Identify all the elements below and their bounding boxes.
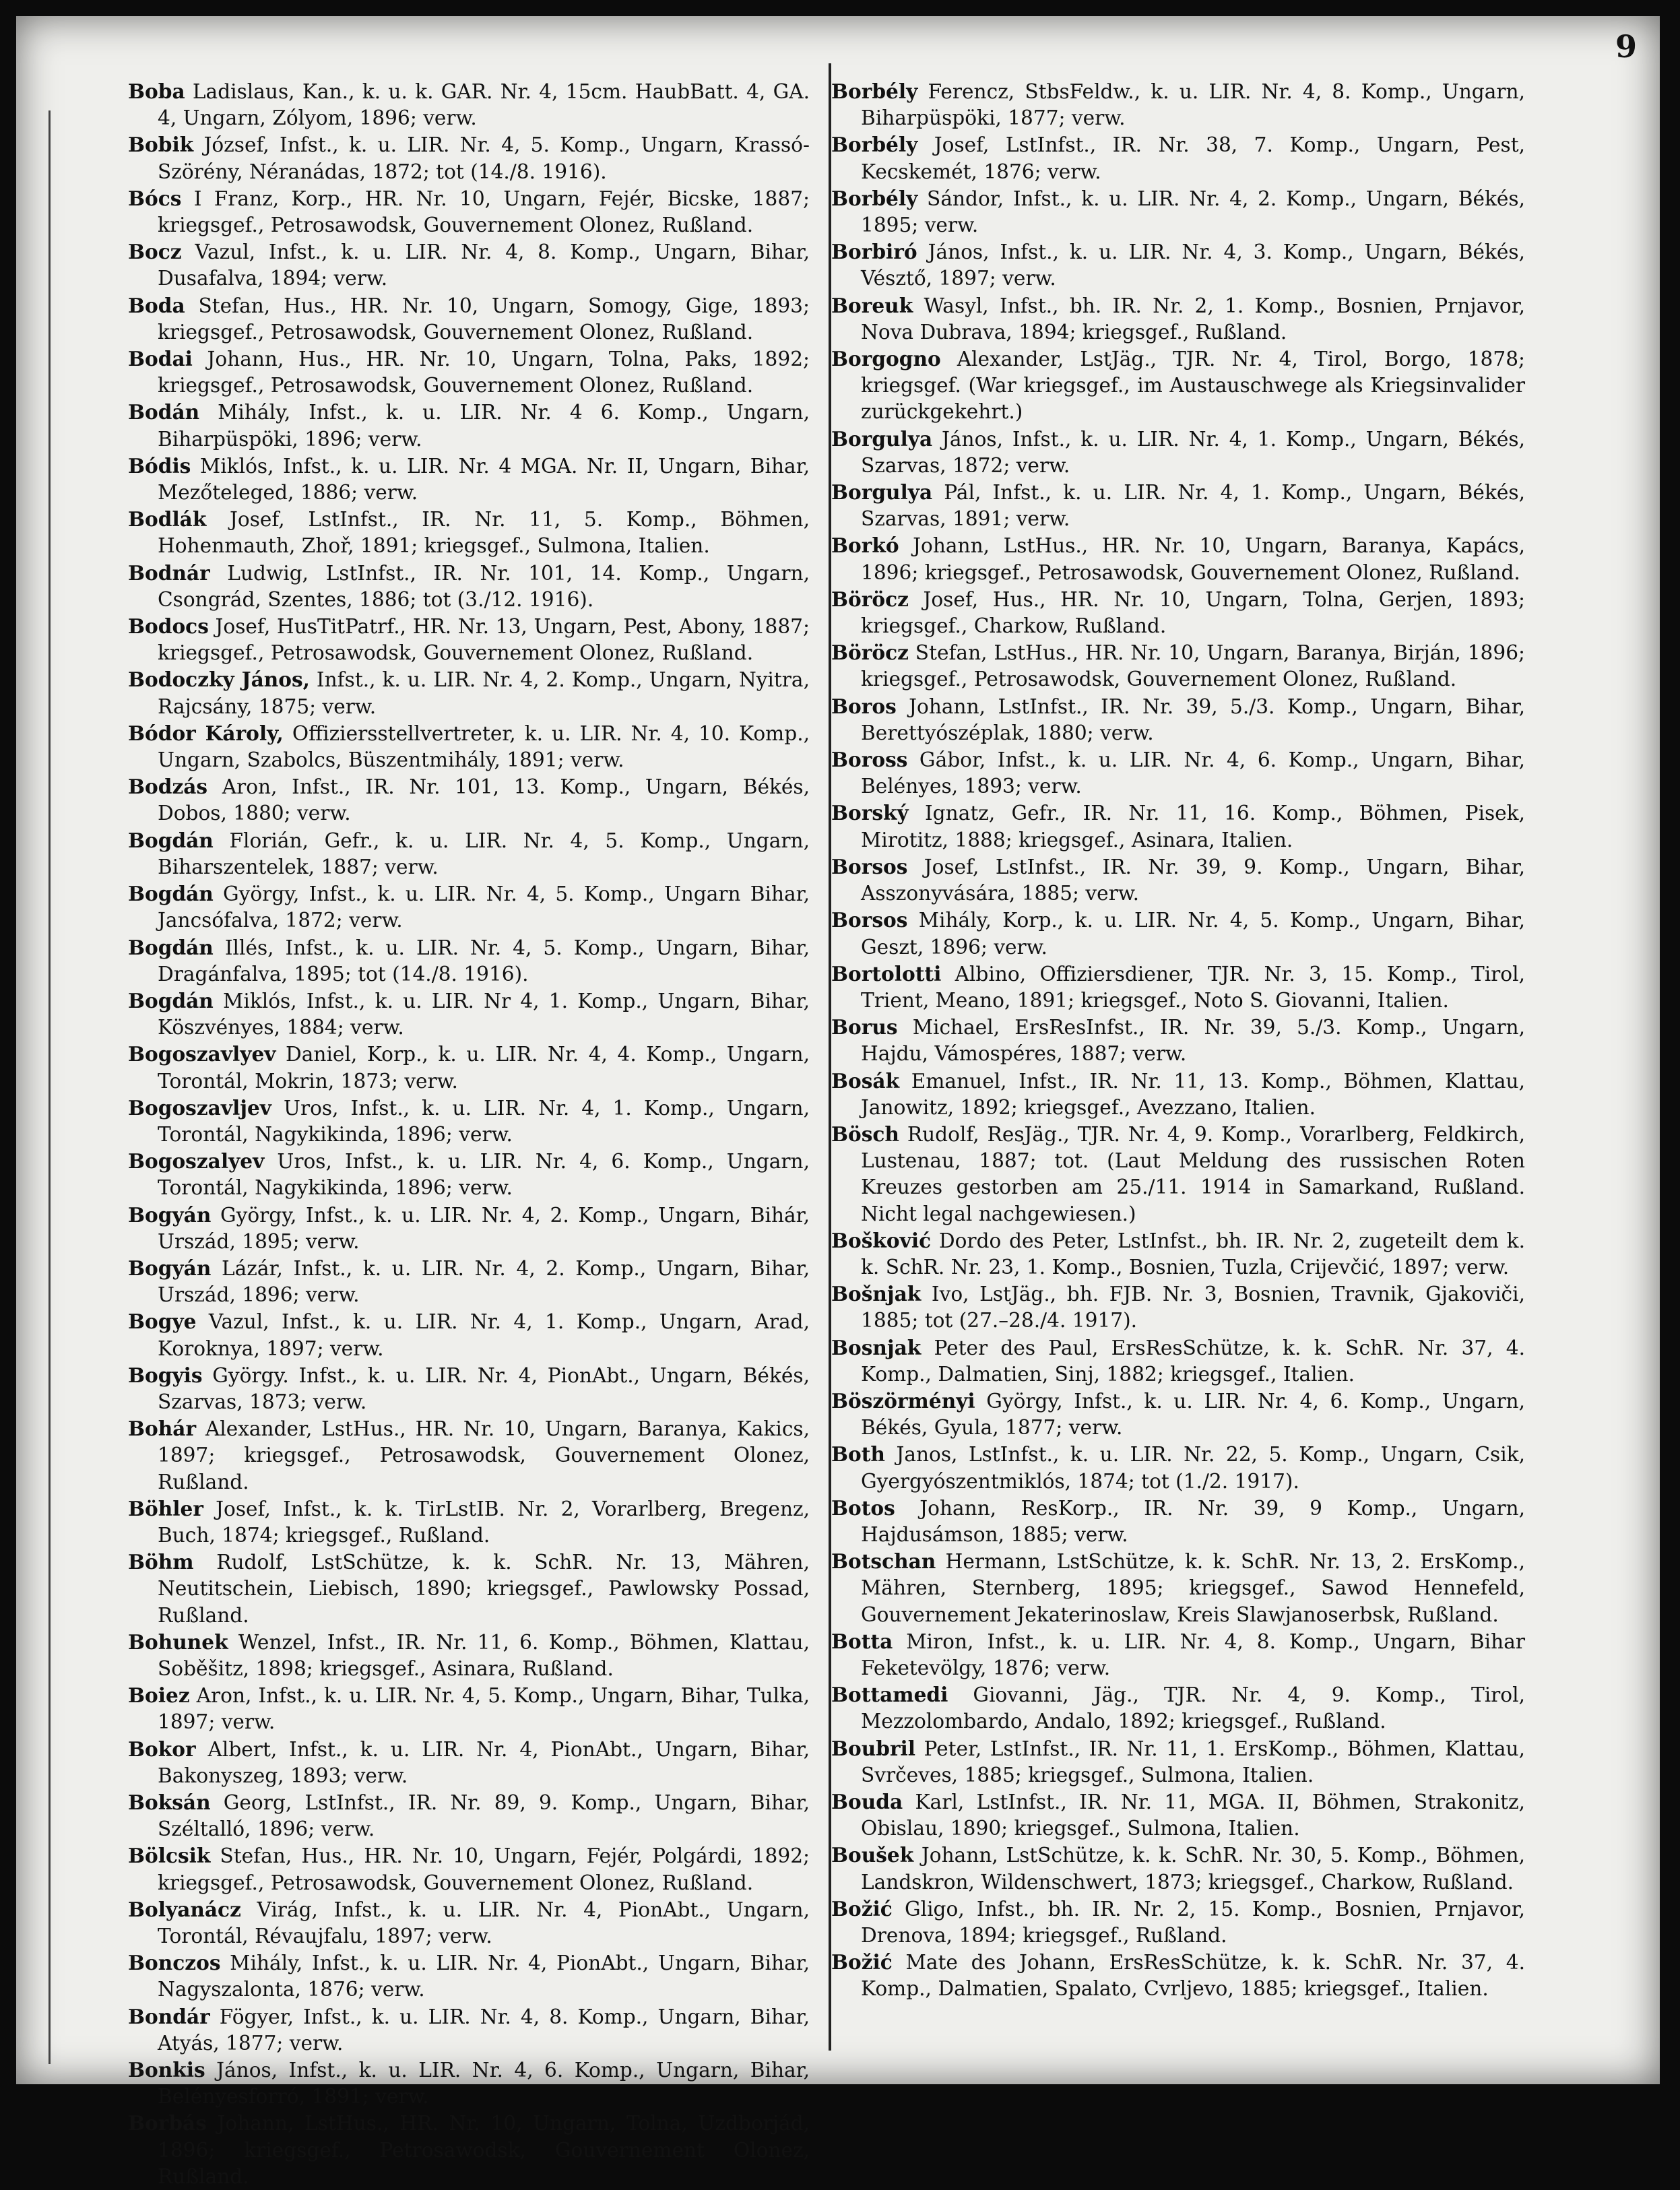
entry-details: Johann, LstHus., HR. Nr. 10, Ungarn, Baranya, Kapács, 1896; kriegsgef., Petrosawodsk, Gouvernement Olonez, Rußland. <box>861 534 1525 584</box>
entry-surname: Both <box>831 1442 885 1467</box>
register-entry <box>831 1388 1525 1441</box>
entry-details: Janos, LstInfst., k. u. LIR. Nr. 22, 5. Komp., Ungarn, Csik, Gyergyószentmiklós, 1874; tot (1./2. 1917). <box>861 1443 1525 1493</box>
entry-details: Dordo des Peter, LstInfst., bh. IR. Nr. 2, zugeteilt dem k. k. SchR. Nr. 23, 1. Komp., Bosnien, Tuzla, Crijevčić, 1897; verw. <box>861 1229 1525 1279</box>
entry-surname: Botschan <box>831 1549 936 1574</box>
entry-details: Wasyl, Infst., bh. IR. Nr. 2, 1. Komp., Bosnien, Prnjavor, Nova Dubrava, 1894; kriegsgef., Rußland. <box>861 294 1525 344</box>
register-entry <box>128 934 810 988</box>
entry-surname: Borbás <box>128 2111 207 2135</box>
entry-details: Josef, LstInfst., IR. Nr. 38, 7. Komp., Ungarn, Pest, Kecskemét, 1876; verw. <box>861 133 1525 183</box>
entry-surname: Bogoszavlyev <box>128 1042 276 1066</box>
register-entry <box>128 1308 810 1361</box>
register-entry <box>831 1681 1525 1735</box>
entry-details: Johann, Hus., HR. Nr. 10, Ungarn, Tolna, Paks, 1892; kriegsgef., Petrosawodsk, Gouvernement Olonez, Rußland. <box>158 348 810 397</box>
register-entry <box>128 1495 810 1549</box>
entry-surname: Bošković <box>831 1228 932 1252</box>
entry-details: Johann, LstHus., HR. Nr. 10, Ungarn, Tolna, Uzdborjád, 1896; kriegsgef., Petrosawodsk, Gouvernement Olonez, Rußland. <box>158 2112 810 2188</box>
entry-details: Lázár, Infst., k. u. LIR. Nr. 4, 2. Komp., Ungarn, Bihar, Urszád, 1896; verw. <box>158 1256 810 1307</box>
entry-surname: Bócs <box>128 186 182 210</box>
entry-details: Hermann, LstSchütze, k. k. SchR. Nr. 13, 2. ErsKomp., Mähren, Sternberg, 1895; kriegsgef., Sawod Hennefeld, Gouvernement Jekaterinoslaw, Kreis Slawjanoserbsk, Rußland. <box>861 1550 1525 1626</box>
entry-surname: Bódis <box>128 453 191 478</box>
entry-details: Infst., k. u. LIR. Nr. 4, 2. Komp., Ungarn, Nyitra, Rajcsány, 1875; verw. <box>158 668 810 718</box>
entry-surname: Bogyán <box>128 1256 212 1280</box>
register-entry <box>831 693 1525 746</box>
entry-surname: Bogdán <box>128 935 214 959</box>
entry-surname: Bosnjak <box>831 1335 922 1359</box>
entry-details: Georg, LstInfst., IR. Nr. 89, 9. Komp., Ungarn, Bihar, Széltalló, 1896; verw. <box>158 1791 810 1841</box>
entry-surname: Bolyanácz <box>128 1897 241 1921</box>
register-entry <box>831 532 1525 585</box>
register-entry <box>831 479 1525 532</box>
entry-details: Ferencz, StbsFeldw., k. u. LIR. Nr. 4, 8. Komp., Ungarn, Biharpüspöki, 1877; verw. <box>861 80 1525 130</box>
register-entry <box>128 292 810 346</box>
entry-surname: Borbély <box>831 186 918 210</box>
register-entry <box>831 1495 1525 1548</box>
register-entry <box>831 1949 1525 2002</box>
register-entry <box>128 827 810 880</box>
entry-surname: Bohár <box>128 1417 197 1441</box>
entry-details: Gábor, Infst., k. u. LIR. Nr. 4, 6. Komp., Ungarn, Bihar, Belényes, 1893; verw. <box>861 748 1525 798</box>
entry-surname: Botta <box>831 1629 893 1653</box>
entry-details: Josef, Infst., k. k. TirLstIB. Nr. 2, Vorarlberg, Bregenz, Buch, 1874; kriegsgef., Rußland. <box>158 1497 810 1547</box>
binding-edge-rule <box>49 110 51 2064</box>
register-entry <box>128 238 810 292</box>
register-entry <box>128 1789 810 1842</box>
entry-surname: Bodocs <box>128 614 209 639</box>
entry-surname: Böröcz <box>831 641 909 665</box>
register-entry <box>831 586 1525 639</box>
left-column <box>128 78 810 2190</box>
entry-surname: Bodán <box>128 400 200 424</box>
entry-surname: Bottamedi <box>831 1683 948 1707</box>
entry-details: Michael, ErsResInfst., IR. Nr. 39, 5./3. Komp., Ungarn, Hajdu, Vámospéres, 1887; verw. <box>861 1016 1525 1066</box>
entry-details: Sándor, Infst., k. u. LIR. Nr. 4, 2. Komp., Ungarn, Békés, 1895; verw. <box>861 187 1525 237</box>
entry-details: Stefan, LstHus., HR. Nr. 10, Ungarn, Baranya, Birján, 1896; kriegsgef., Petrosawodsk, Gouvernement Olonez, Rußland. <box>861 641 1525 691</box>
register-entry <box>128 2057 810 2110</box>
entry-surname: Borgogno <box>831 347 941 371</box>
entry-surname: Bogoszavljev <box>128 1095 271 1120</box>
register-entry <box>128 1842 810 1896</box>
register-entry <box>128 880 810 934</box>
entry-details: Miklós, Infst., k. u. LIR. Nr. 4 MGA. Nr. II, Ungarn, Bihar, Mezőteleged, 1886; verw. <box>158 454 810 505</box>
entry-details: Uros, Infst., k. u. LIR. Nr. 4, 1. Komp., Ungarn, Torontál, Nagykikinda, 1896; verw. <box>158 1096 810 1146</box>
entry-details: Ignatz, Gefr., IR. Nr. 11, 16. Komp., Böhmen, Pisek, Mirotitz, 1888; kriegsgef., Asinara, Italien. <box>861 802 1525 851</box>
register-entry <box>831 1548 1525 1628</box>
entry-details: Daniel, Korp., k. u. LIR. Nr. 4, 4. Komp., Ungarn, Torontál, Mokrin, 1873; verw. <box>158 1043 810 1093</box>
register-entry <box>128 988 810 1041</box>
register-entry <box>128 560 810 613</box>
entry-surname: Borsos <box>831 908 908 932</box>
entry-details: Virág, Infst., k. u. LIR. Nr. 4, PionAbt., Ungarn, Torontál, Révaujfalu, 1897; verw. <box>158 1898 810 1948</box>
entry-details: Peter, LstInfst., IR. Nr. 11, 1. ErsKomp., Böhmen, Klattau, Svrčeves, 1885; kriegsgef., Sulmona, Italien. <box>861 1737 1525 1786</box>
entry-surname: Bogye <box>128 1310 197 1334</box>
entry-details: Mate des Johann, ErsResSchütze, k. k. SchR. Nr. 37, 4. Komp., Dalmatien, Spalato, Cvrljevo, 1885; kriegsgef., Italien. <box>861 1951 1525 2001</box>
register-entry <box>128 773 810 827</box>
register-entry <box>831 1334 1525 1388</box>
register-entry <box>831 1896 1525 1949</box>
register-entry <box>831 1628 1525 1681</box>
entry-surname: Bodoczky János, <box>128 668 310 692</box>
register-entry <box>128 1950 810 2003</box>
entry-surname: Borbiró <box>831 240 917 264</box>
entry-details: Giovanni, Jäg., TJR. Nr. 4, 9. Komp., Tirol, Mezzolombardo, Andalo, 1892; kriegsgef., Rußland. <box>861 1683 1525 1733</box>
entry-surname: Boubril <box>831 1736 916 1760</box>
entry-details: Rudolf, LstSchütze, k. k. SchR. Nr. 13, Mähren, Neutitschein, Liebisch, 1890; kriegsgef., Pawlowsky Possad, Rußland. <box>158 1551 810 1627</box>
entry-details: Johann, LstSchütze, k. k. SchR. Nr. 30, 5. Komp., Böhmen, Landskron, Wildenschwert, 1873; kriegsgef., Charkow, Rußland. <box>861 1844 1525 1894</box>
entry-details: Vazul, Infst., k. u. LIR. Nr. 4, 8. Komp., Ungarn, Bihar, Dusafalva, 1894; verw. <box>158 240 810 290</box>
entry-details: I Franz, Korp., HR. Nr. 10, Ungarn, Fejér, Bicske, 1887; kriegsgef., Petrosawodsk, Gouvernement Olonez, Rußland. <box>158 187 810 237</box>
register-entry <box>128 185 810 238</box>
entry-details: György, Infst., k. u. LIR. Nr. 4, 5. Komp., Ungarn Bihar, Jancsófalva, 1872; verw. <box>158 882 810 932</box>
entry-details: Miklós, Infst., k. u. LIR. Nr 4, 1. Komp., Ungarn, Bihar, Köszvényes, 1884; verw. <box>158 989 810 1039</box>
entry-surname: Boušek <box>831 1843 914 1867</box>
entry-surname: Bobik <box>128 133 194 157</box>
register-entry <box>128 2110 810 2190</box>
entry-surname: Borbély <box>831 133 918 157</box>
register-entry <box>128 346 810 399</box>
document-page <box>16 16 1660 2188</box>
register-entry <box>128 720 810 773</box>
entry-details: Ladislaus, Kan., k. u. k. GAR. Nr. 4, 15cm. HaubBatt. 4, GA. 4, Ungarn, Zólyom, 1896; verw. <box>158 80 810 130</box>
register-entry <box>831 800 1525 853</box>
entry-surname: Bodai <box>128 347 193 371</box>
entry-surname: Bosák <box>831 1068 900 1093</box>
entry-details: Johann, LstInfst., IR. Nr. 39, 5./3. Komp., Ungarn, Bihar, Berettyószéplak, 1880; verw. <box>861 695 1525 744</box>
entry-surname: Boros <box>831 694 897 718</box>
register-entry <box>128 2003 810 2057</box>
entry-details: György, Infst., k. u. LIR. Nr. 4, 6. Komp., Ungarn, Békés, Gyula, 1877; verw. <box>861 1389 1525 1440</box>
entry-surname: Bogdán <box>128 882 214 906</box>
entry-surname: Bodzás <box>128 775 208 799</box>
entry-surname: Böhm <box>128 1550 194 1574</box>
entry-details: Rudolf, ResJäg., TJR. Nr. 4, 9. Komp., Vorarlberg, Feldkirch, Lustenau, 1887; tot. (Laut Meldung des russischen Roten Kreuzes gestorben am 25./11. 1914 in Samarkand, Rußland. Nicht legal nachgewiesen.) <box>861 1122 1525 1225</box>
register-entry <box>831 238 1525 292</box>
register-entry <box>128 666 810 719</box>
register-entry <box>831 639 1525 693</box>
entry-surname: Borsos <box>831 854 908 878</box>
register-entry <box>128 78 810 131</box>
entry-details: János, Infst., k. u. LIR. Nr. 4, 3. Komp., Ungarn, Békés, Vésztő, 1897; verw. <box>861 240 1525 290</box>
register-entry <box>128 1629 810 1682</box>
register-entry <box>128 1095 810 1148</box>
register-entry <box>128 613 810 666</box>
register-entry <box>831 185 1525 238</box>
register-entry <box>128 453 810 506</box>
register-entry <box>831 1227 1525 1281</box>
entry-surname: Borský <box>831 801 909 825</box>
register-entry <box>128 1362 810 1415</box>
register-entry <box>128 1896 810 1950</box>
register-entry <box>831 854 1525 907</box>
register-entry <box>128 1736 810 1789</box>
entry-details: Mihály, Infst., k. u. LIR. Nr. 4, PionAbt., Ungarn, Bihar, Nagyszalonta, 1876; verw. <box>158 1952 810 2001</box>
register-entry <box>128 1148 810 1201</box>
entry-details: Fögyer, Infst., k. u. LIR. Nr. 4, 8. Komp., Ungarn, Bihar, Atyás, 1877; verw. <box>158 2005 810 2055</box>
entry-details: Aron, Infst., k. u. LIR. Nr. 4, 5. Komp., Ungarn, Bihar, Tulka, 1897; verw. <box>158 1684 810 1734</box>
register-entry <box>831 961 1525 1014</box>
entry-surname: Bogdán <box>128 828 214 852</box>
entry-surname: Borkó <box>831 534 899 558</box>
entry-surname: Bösch <box>831 1122 899 1146</box>
entry-surname: Bošnjak <box>831 1282 922 1306</box>
entry-details: Albino, Offiziersdiener, TJR. Nr. 3, 15. Komp., Tirol, Trient, Meano, 1891; kriegsgef., Noto S. Giovanni, Italien. <box>861 962 1525 1012</box>
entry-surname: Bonkis <box>128 2058 205 2082</box>
register-entry <box>128 506 810 559</box>
entry-surname: Borbély <box>831 79 918 103</box>
entry-details: Alexander, LstJäg., TJR. Nr. 4, Tirol, Borgo, 1878; kriegsgef. (War kriegsgef., im Austauschwege als Kriegsinvalider zurückgekehrt.) <box>861 348 1525 424</box>
entry-surname: Böszörményi <box>831 1388 975 1413</box>
register-entry <box>831 292 1525 346</box>
entry-surname: Bohunek <box>128 1630 228 1654</box>
entry-surname: Borgulya <box>831 480 933 505</box>
entry-surname: Bodnár <box>128 560 210 585</box>
register-entry <box>128 399 810 452</box>
entry-details: Mihály, Infst., k. u. LIR. Nr. 4 6. Komp., Ungarn, Biharpüspöki, 1896; verw. <box>158 401 810 451</box>
register-entry <box>831 78 1525 131</box>
entry-surname: Bogyán <box>128 1202 212 1227</box>
entry-details: Vazul, Infst., k. u. LIR. Nr. 4, 1. Komp., Ungarn, Arad, Koroknya, 1897; verw. <box>158 1310 810 1360</box>
entry-surname: Božić <box>831 1896 893 1921</box>
entry-surname: Boksán <box>128 1791 211 1814</box>
register-entry <box>128 1415 810 1495</box>
entry-details: Alexander, LstHus., HR. Nr. 10, Ungarn, Baranya, Kakics, 1897; kriegsgef., Petrosawodsk, Gouvernement Olonez, Rußland. <box>158 1417 810 1493</box>
entry-details: Offiziersstellvertreter, k. u. LIR. Nr. 4, 10. Komp., Ungarn, Szabolcs, Büszentmihály, 1891; verw. <box>158 721 810 772</box>
entry-details: Stefan, Hus., HR. Nr. 10, Ungarn, Somogy, Gige, 1893; kriegsgef., Petrosawodsk, Gouvernement Olonez, Rußland. <box>158 294 810 344</box>
entry-details: Josef, HusTitPatrf., HR. Nr. 13, Ungarn, Pest, Abony, 1887; kriegsgef., Petrosawodsk, Gouvernement Olonez, Rußland. <box>158 615 810 665</box>
register-entry <box>831 1789 1525 1842</box>
register-entry <box>128 1041 810 1094</box>
entry-surname: Bodlák <box>128 507 207 532</box>
register-entry <box>831 1121 1525 1227</box>
entry-surname: Bokor <box>128 1737 196 1761</box>
entry-details: Johann, ResKorp., IR. Nr. 39, 9 Komp., Ungarn, Hajdusámson, 1885; verw. <box>861 1496 1525 1546</box>
entry-details: Florián, Gefr., k. u. LIR. Nr. 4, 5. Komp., Ungarn, Biharszentelek, 1887; verw. <box>158 829 810 878</box>
entry-surname: Bondár <box>128 2004 210 2028</box>
entry-details: Gligo, Infst., bh. IR. Nr. 2, 15. Komp., Bosnien, Prnjavor, Drenova, 1894; kriegsgef., Rußland. <box>861 1897 1525 1947</box>
entry-details: Pál, Infst., k. u. LIR. Nr. 4, 1. Komp., Ungarn, Békés, Szarvas, 1891; verw. <box>861 481 1525 531</box>
register-entry <box>831 1735 1525 1789</box>
entry-surname: Borus <box>831 1015 898 1039</box>
entry-surname: Borgulya <box>831 426 933 451</box>
entry-details: Aron, Infst., IR. Nr. 101, 13. Komp., Ungarn, Békés, Dobos, 1880; verw. <box>158 775 810 825</box>
entry-details: Albert, Infst., k. u. LIR. Nr. 4, PionAbt., Ungarn, Bihar, Bakonyszeg, 1893; verw. <box>158 1737 810 1787</box>
register-entry <box>831 1014 1525 1067</box>
register-entry <box>128 1549 810 1629</box>
entry-details: Illés, Infst., k. u. LIR. Nr. 4, 5. Komp., Ungarn, Bihar, Dragánfalva, 1895; tot (14./8. 1916). <box>158 936 810 986</box>
entry-details: Uros, Infst., k. u. LIR. Nr. 4, 6. Komp., Ungarn, Torontál, Nagykikinda, 1896; verw. <box>158 1150 810 1200</box>
entry-details: Stefan, Hus., HR. Nr. 10, Ungarn, Fejér, Polgárdi, 1892; kriegsgef., Petrosawodsk, Gouvernement Olonez, Rußland. <box>158 1844 810 1894</box>
register-entry <box>831 131 1525 185</box>
entry-surname: Bonczos <box>128 1951 221 1975</box>
entry-details: János, Infst., k. u. LIR. Nr. 4, 6. Komp., Ungarn, Bihar, Belényesforró, 1891; verw. <box>158 2059 810 2108</box>
entry-details: Miron, Infst., k. u. LIR. Nr. 4, 8. Komp., Ungarn, Bihar Feketevölgy, 1876; verw. <box>861 1630 1525 1679</box>
entry-details: Josef, Hus., HR. Nr. 10, Ungarn, Tolna, Gerjen, 1893; kriegsgef., Charkow, Rußland. <box>861 587 1525 638</box>
entry-details: Emanuel, Infst., IR. Nr. 11, 13. Komp., Böhmen, Klattau, Janowitz, 1892; kriegsgef., Avezzano, Italien. <box>861 1069 1525 1119</box>
entry-surname: Bogyis <box>128 1363 203 1387</box>
entry-surname: Böhler <box>128 1496 203 1520</box>
right-column <box>831 78 1525 2003</box>
entry-details: Josef, LstInfst., IR. Nr. 11, 5. Komp., Böhmen, Hohenmauth, Zhoř, 1891; kriegsgef., Sulmona, Italien. <box>158 508 810 558</box>
entry-surname: Boiez <box>128 1683 190 1708</box>
entry-surname: Bogdán <box>128 988 214 1012</box>
entry-surname: Boross <box>831 748 908 772</box>
register-entry <box>831 746 1525 800</box>
entry-details: Karl, LstInfst., IR. Nr. 11, MGA. II, Böhmen, Strakonitz, Obislau, 1890; kriegsgef., Sulmona, Italien. <box>861 1791 1525 1840</box>
entry-details: Ludwig, LstInfst., IR. Nr. 101, 14. Komp., Ungarn, Csongrád, Szentes, 1886; tot (3./12. 1916). <box>158 561 810 611</box>
register-entry <box>831 1441 1525 1494</box>
entry-details: Josef, LstInfst., IR. Nr. 39, 9. Komp., Ungarn, Bihar, Asszonyvására, 1885; verw. <box>861 855 1525 905</box>
entry-details: Peter des Paul, ErsResSchütze, k. k. SchR. Nr. 37, 4. Komp., Dalmatien, Sinj, 1882; kriegsgef., Italien. <box>861 1336 1525 1386</box>
register-entry <box>128 1202 810 1255</box>
register-entry <box>128 1682 810 1735</box>
register-entry <box>831 426 1525 479</box>
entry-surname: Bódor Károly, <box>128 721 284 745</box>
entry-surname: Boreuk <box>831 293 913 317</box>
entry-surname: Botos <box>831 1495 895 1520</box>
entry-details: József, Infst., k. u. LIR. Nr. 4, 5. Komp., Ungarn, Krassó-Szörény, Néranádas, 1872; tot (14./8. 1916). <box>158 133 810 183</box>
register-entry <box>831 907 1525 960</box>
page-number: 9 <box>1615 28 1637 65</box>
entry-surname: Boda <box>128 293 185 317</box>
entry-surname: Bocz <box>128 240 182 264</box>
entry-details: Wenzel, Infst., IR. Nr. 11, 6. Komp., Böhmen, Klattau, Soběšitz, 1898; kriegsgef., Asinara, Rußland. <box>158 1630 810 1680</box>
entry-surname: Böröcz <box>831 587 909 611</box>
register-entry <box>128 131 810 185</box>
entry-surname: Bölcsik <box>128 1844 211 1868</box>
register-entry <box>831 1068 1525 1121</box>
entry-surname: Bouda <box>831 1790 903 1813</box>
entry-details: Mihály, Korp., k. u. LIR. Nr. 4, 5. Komp., Ungarn, Bihar, Geszt, 1896; verw. <box>861 909 1525 959</box>
entry-details: György. Infst., k. u. LIR. Nr. 4, PionAbt., Ungarn, Békés, Szarvas, 1873; verw. <box>158 1363 810 1413</box>
entry-details: György, Infst., k. u. LIR. Nr. 4, 2. Komp., Ungarn, Bihár, Urszád, 1895; verw. <box>158 1203 810 1253</box>
entry-details: János, Infst., k. u. LIR. Nr. 4, 1. Komp., Ungarn, Békés, Szarvas, 1872; verw. <box>861 427 1525 477</box>
entry-surname: Bortolotti <box>831 961 942 986</box>
entry-surname: Boba <box>128 79 185 103</box>
register-entry <box>831 1842 1525 1895</box>
entry-details: Ivo, LstJäg., bh. FJB. Nr. 3, Bosnien, Travnik, Gjakoviči, 1885; tot (27.–28./4. 1917). <box>861 1283 1525 1332</box>
entry-surname: Bogoszalyev <box>128 1149 265 1173</box>
register-entry <box>128 1255 810 1308</box>
register-entry <box>831 346 1525 426</box>
entry-surname: Božić <box>831 1950 893 1974</box>
register-entry <box>831 1281 1525 1334</box>
